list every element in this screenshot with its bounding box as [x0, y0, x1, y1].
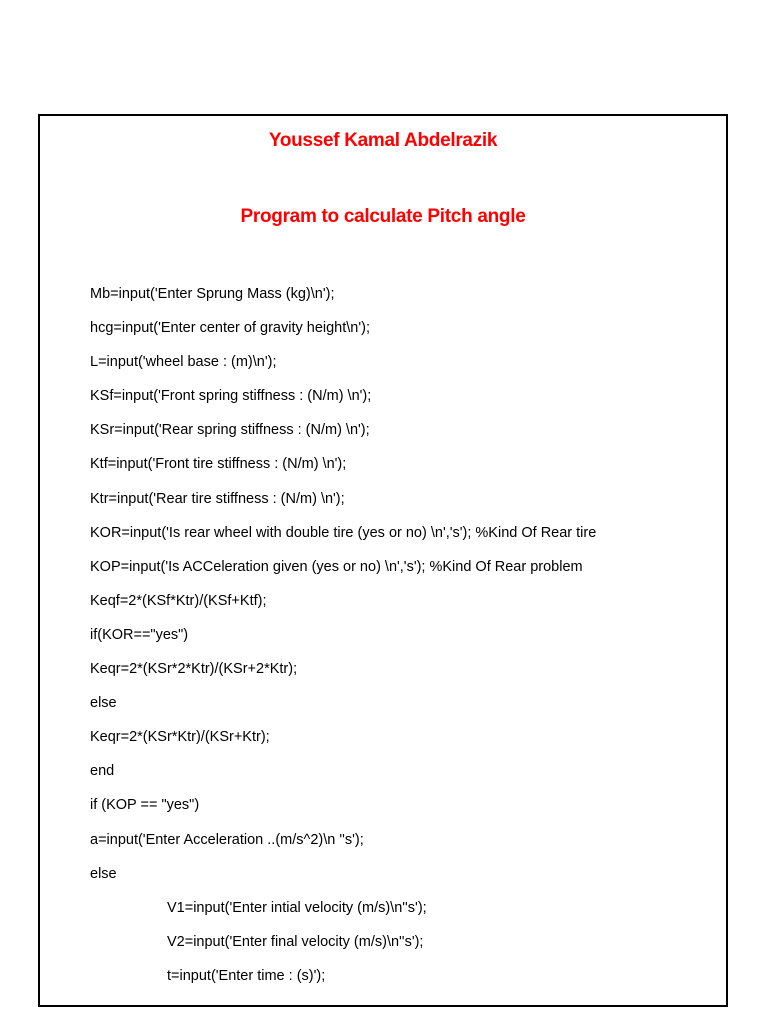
code-line: Ktf=input('Front tire stiffness : (N/m) \n');	[90, 456, 347, 473]
code-line: V2=input('Enter final velocity (m/s)\n''s');	[167, 933, 424, 950]
code-line: KSr=input('Rear spring stiffness : (N/m) \n');	[90, 422, 370, 439]
code-line: Mb=input('Enter Sprung Mass (kg)\n');	[90, 286, 335, 302]
code-listing	[90, 284, 720, 1000]
code-line: KOP=input('Is ACCeleration given (yes or no) \n','s'); %Kind Of Rear problem	[90, 558, 583, 575]
code-line: L=input('wheel base : (m)\n');	[90, 354, 277, 371]
code-line: KSf=input('Front spring stiffness : (N/m) \n');	[90, 388, 372, 405]
code-line: V1=input('Enter intial velocity (m/s)\n''s');	[167, 899, 427, 916]
code-line: hcg=input('Enter center of gravity height\n');	[90, 320, 370, 337]
code-line: a=input('Enter Acceleration ..(m/s^2)\n ''s');	[90, 831, 364, 848]
code-line: Keqr=2*(KSr*2*Ktr)/(KSr+2*Ktr);	[90, 661, 298, 678]
code-line: end	[90, 763, 115, 780]
code-line: else	[90, 695, 117, 712]
program-title: Program to calculate Pitch angle	[240, 206, 526, 227]
code-line: Keqf=2*(KSf*Ktr)/(KSf+Ktf);	[90, 592, 267, 609]
code-line: Keqr=2*(KSr*Ktr)/(KSr+Ktr);	[90, 729, 270, 746]
author-name: Youssef Kamal Abdelrazik	[268, 130, 498, 151]
code-line: Ktr=input('Rear tire stiffness : (N/m) \n');	[90, 490, 345, 507]
code-line: else	[90, 865, 117, 882]
code-line: KOR=input('Is rear wheel with double tire (yes or no) \n','s'); %Kind Of Rear tire	[90, 524, 597, 541]
code-line: t=input('Enter time : (s)');	[167, 967, 326, 984]
code-line: if(KOR=="yes")	[90, 626, 189, 643]
code-line: if (KOP == "yes")	[90, 797, 200, 814]
document-page	[38, 114, 728, 1007]
